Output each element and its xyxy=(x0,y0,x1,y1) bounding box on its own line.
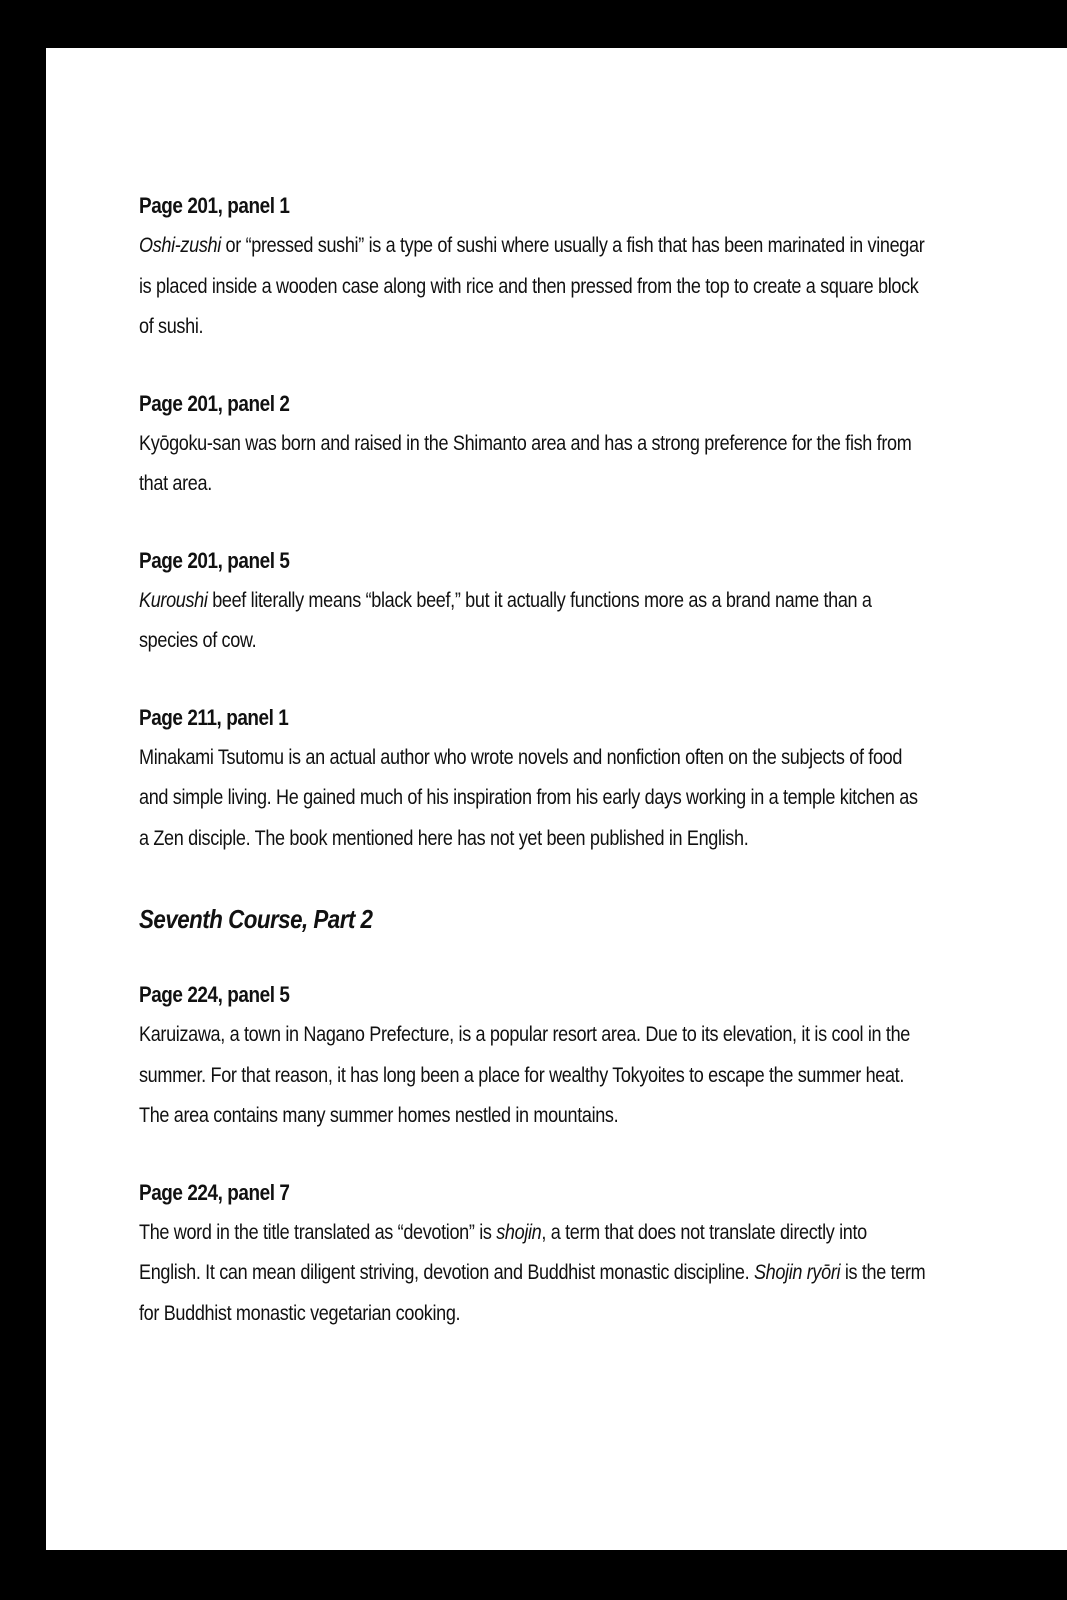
note-text: or “pressed sushi” is a type of sushi where usually a fish that has been marinated in vinegar is placed inside a wooden case along with rice and then pressed from the top to create a square block of sushi. xyxy=(139,234,925,338)
note xyxy=(139,541,959,662)
note-text-italic: Kuroushi xyxy=(139,588,208,612)
note xyxy=(139,384,959,505)
note-heading: Page 224, panel 5 xyxy=(139,982,290,1007)
note-heading: Page 211, panel 1 xyxy=(139,704,289,730)
note-text-italic: shojin xyxy=(496,1220,542,1244)
notes-content xyxy=(139,186,959,1370)
note-text-italic: Oshi-zushi xyxy=(139,234,221,257)
note-text: Karuizawa, a town in Nagano Prefecture, is a popular resort area. Due to its elevation, it is cool in the summer. For that reason, it has long been a place for wealthy Tokyoites to escape the summer heat. The area contains many summer homes nestled in mountains. xyxy=(139,1023,910,1127)
note-body xyxy=(139,1015,930,1137)
note-text: Minakami Tsutomu is an actual author who wrote novels and nonfiction often on the subjects of food and simple living. He gained much of his inspiration from his early days working in a temple kitchen as a Zen disciple. The book mentioned here has not yet been published in English. xyxy=(139,745,918,850)
note-body xyxy=(139,581,930,662)
note-heading: Page 201, panel 5 xyxy=(139,547,290,573)
note-body xyxy=(139,1213,930,1335)
note xyxy=(139,1173,959,1335)
section-title: Seventh Course, Part 2 xyxy=(139,904,373,934)
note-body xyxy=(139,738,930,860)
note-heading: Page 224, panel 7 xyxy=(139,1179,290,1205)
note xyxy=(139,186,959,348)
note-text: , a term that does not translate directly into English. It can mean diligent striving, devotion and Buddhist monastic discipline. xyxy=(139,1220,867,1284)
note-text-italic: Shojin ryōri xyxy=(753,1261,841,1284)
note-body xyxy=(139,226,930,348)
note-text: The word in the title translated as “devotion” is xyxy=(139,1220,497,1244)
note-text: Kyōgoku-san was born and raised in the Shimanto area and has a strong preference for the fish from that area. xyxy=(139,431,912,495)
note-text: is the term for Buddhist monastic vegetarian cooking. xyxy=(139,1261,926,1325)
note xyxy=(139,975,959,1137)
note-heading: Page 201, panel 1 xyxy=(139,193,290,218)
note-heading: Page 201, panel 2 xyxy=(139,390,290,416)
note xyxy=(139,698,959,860)
document-page xyxy=(46,48,1067,1550)
note-text: beef literally means “black beef,” but it actually functions more as a brand name than a species of cow. xyxy=(139,588,872,652)
note-body xyxy=(139,424,930,505)
